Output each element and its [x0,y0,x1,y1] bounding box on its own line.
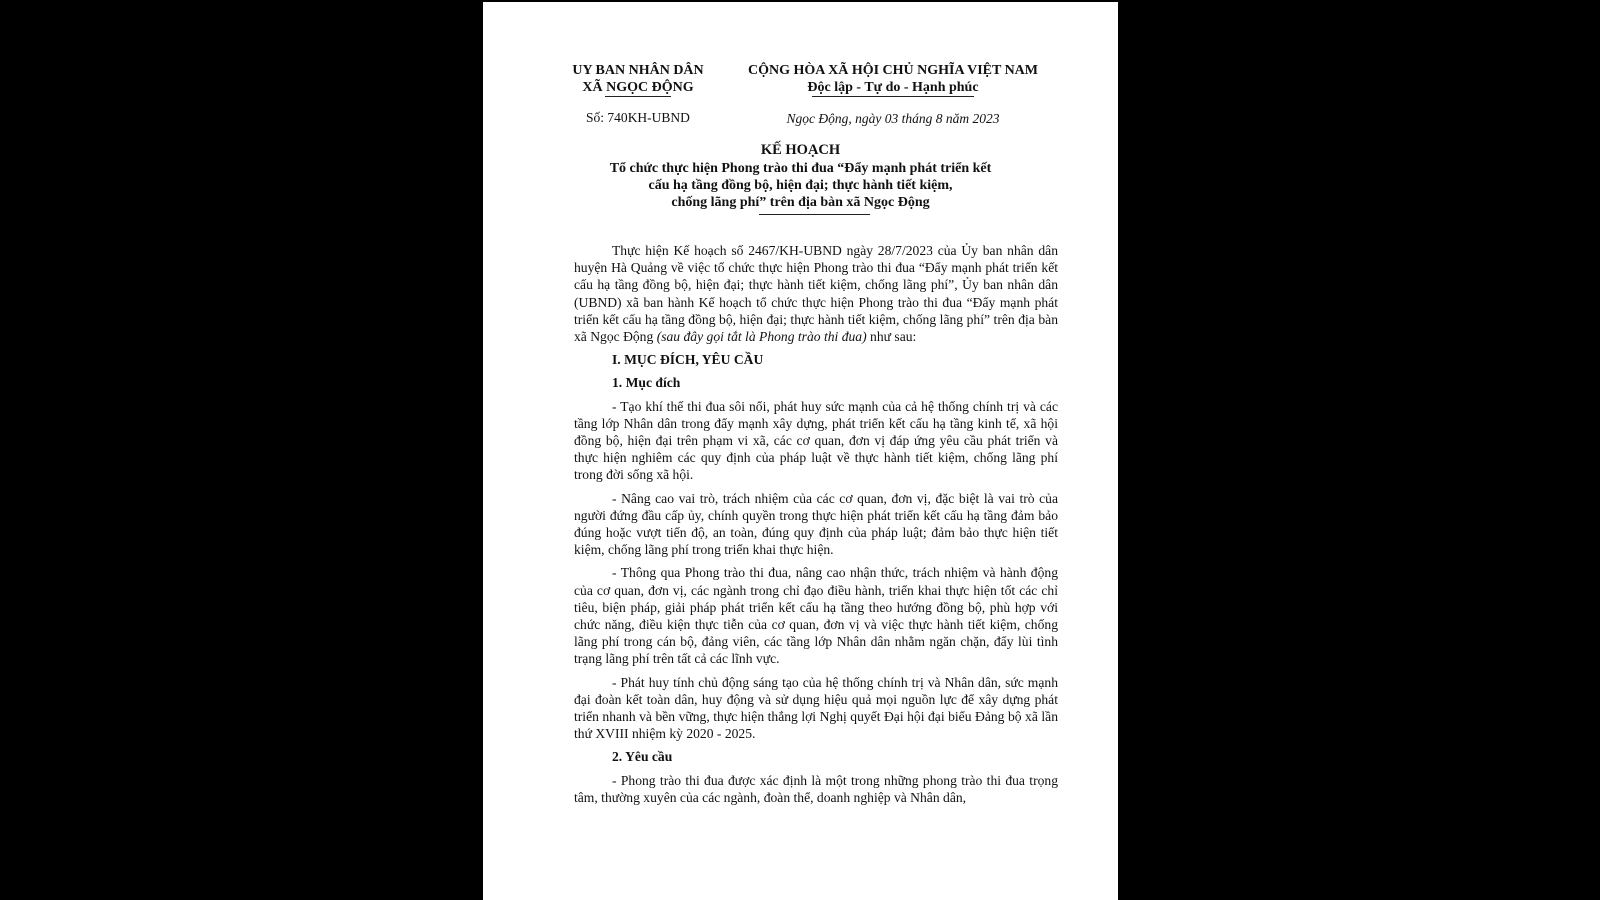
document-body [574,242,1058,812]
title-underline [759,214,870,215]
requirement-paragraph-1: - Phong trào thi đua được xác định là một trong những phong trào thi đua trọng tâm, thường xuyên của các ngành, đoàn thể, doanh nghiệp và Nhân dân, [574,772,1058,805]
intro-paragraph [574,242,1058,345]
issuer-name [543,62,733,96]
subsection-heading-requirements: 2. Yêu cầu [612,749,673,765]
issuer-underline [605,96,671,97]
purpose-paragraph-4: - Phát huy tính chủ động sáng tạo của hệ thống chính trị và Nhân dân, sức mạnh đại đoàn kết toàn dân, huy động và sử dụng hiệu quả mọi nguồn lực để xây dựng phát triển nhanh và bền vững, thực hiện thắng lợi Nghị quyết Đại hội đại biểu Đảng bộ xã lần thứ XVIII nhiệm kỳ 2020 - 2025. [574,674,1058,742]
section-heading: I. MỤC ĐÍCH, YÊU CẦU [612,352,764,368]
purpose-paragraph-3: - Thông qua Phong trào thi đua, nâng cao nhận thức, trách nhiệm và hành động của cơ quan, đơn vị, các ngành trong chỉ đạo điều hành, triển khai thực hiện tốt các chỉ tiêu, biện pháp, giải pháp phát triển kết cấu hạ tầng theo hướng đồng bộ, phù hợp với chức năng, điều kiện thực tiễn của cơ quan, đơn vị và việc thực hành tiết kiệm, chống lãng phí trong cán bộ, đảng viên, các tầng lớp Nhân dân nhằm ngăn chặn, đẩy lùi tình trạng lãng phí trên tất cả các lĩnh vực. [574,565,1058,667]
document-number-suffix: KH-UBND [627,110,690,125]
document-title: KẾ HOẠCH [760,142,841,158]
purpose-paragraph-2: - Nâng cao vai trò, trách nhiệm của các cơ quan, đơn vị, đặc biệt là vai trò của người đứng đầu cấp ủy, chính quyền trong thực hiện phát triển kết cấu hạ tầng đảm bảo đúng hoặc vượt tiến độ, an toàn, đúng quy định của pháp luật; đảm bảo thực hiện tiết kiệm, chống lãng phí trong triển khai thực hiện. [574,490,1058,558]
subsection-heading-purpose: 1. Mục đích [612,375,681,391]
document-page [483,2,1118,900]
place-date: Ngọc Động, ngày 03 tháng 8 năm 2023 [786,111,1000,126]
intro-italic: (sau đây gọi tắt là Phong trào thi đua) [656,329,867,345]
intro-main: Thực hiện Kế hoạch số 2467/KH-UBND ngày 28/7/2023 của Ủy ban nhân dân huyện Hà Quảng về việc tổ chức thực hiện Phong trào thi đua “Đẩy mạnh phát triển kết cấu hạ tầng đồng bộ, hiện đại; thực hành tiết kiệm, chống lãng phí”, Ủy ban nhân dân (UBND) xã ban hành Kế hoạch tổ chức thực hiện Phong trào thi đua “Đẩy mạnh phát triển kết cấu hạ tầng đồng bộ, hiện đại; thực hành tiết kiệm, chống lãng phí” trên địa bàn xã Ngọc Động [574,243,1058,345]
issuer-line-2: XÃ NGỌC ĐỘNG [582,80,694,95]
document-subtitle [483,160,1118,211]
subtitle-line-2: cấu hạ tầng đồng bộ, hiện đại; thực hành tiết kiệm, [648,178,953,193]
document-number-prefix: Số: 740 [586,110,628,125]
subtitle-line-3: chống lãng phí” trên địa bàn xã Ngọc Động [671,195,930,210]
national-title: CỘNG HÒA XÃ HỘI CHỦ NGHĨA VIỆT NAM [747,63,1038,78]
document-number [543,110,733,126]
national-header [723,62,1063,96]
subtitle-line-1: Tổ chức thực hiện Phong trào thi đua “Đẩy mạnh phát triển kết [609,161,992,176]
purpose-paragraph-1: - Tạo khí thế thi đua sôi nổi, phát huy sức mạnh của cả hệ thống chính trị và các tầng lớp Nhân dân trong đẩy mạnh xây dựng, phát triển kết cấu hạ tầng kinh tế, xã hội đồng bộ, hiện đại trên phạm vi xã, các cơ quan, đơn vị đáp ứng yêu cầu phát triển và thực hiện nghiêm các quy định của pháp luật về thực hành tiết kiệm, chống lãng phí trong đời sống xã hội. [574,398,1058,483]
national-motto: Độc lập - Tự do - Hạnh phúc [807,80,979,95]
motto-underline [812,96,974,97]
issuer-line-1: UY BAN NHÂN DÂN [572,63,704,78]
intro-tail: như sau: [866,329,917,345]
